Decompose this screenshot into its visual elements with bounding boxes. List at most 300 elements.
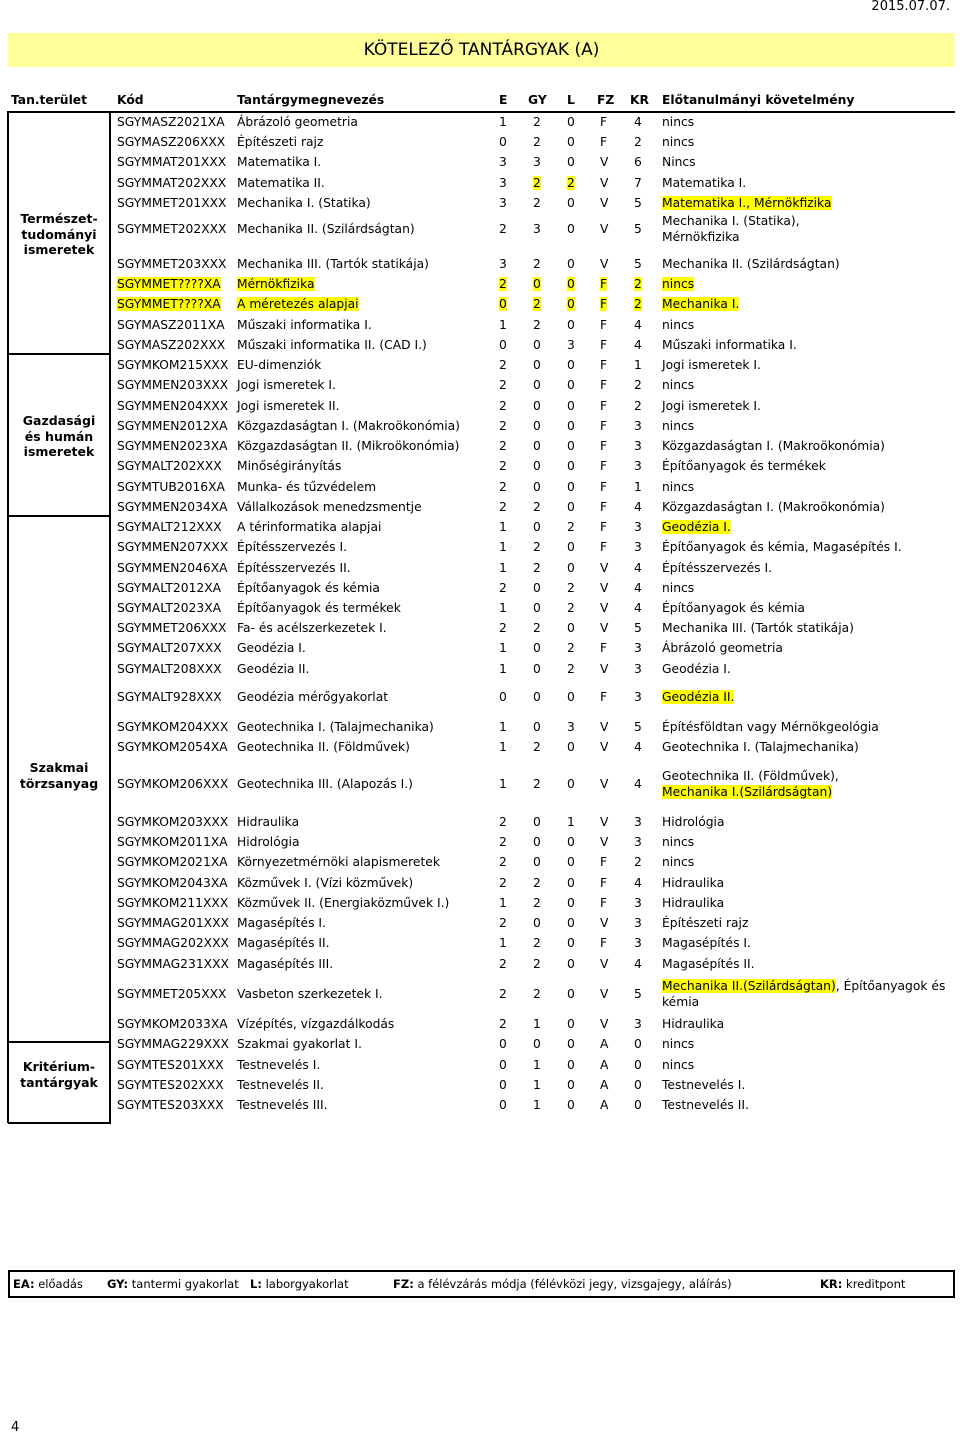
assessment-type: V <box>600 957 609 971</box>
course-name: Építőanyagok és kémia <box>237 581 380 595</box>
course-name: Minőségirányítás <box>237 459 342 473</box>
prerequisite: nincs <box>662 1037 695 1051</box>
prerequisite: Hidraulika <box>662 876 725 890</box>
course-name: Fa- és acélszerkezetek I. <box>237 621 387 635</box>
prerequisite: Hidraulika <box>662 896 725 910</box>
practice-hours: 2 <box>533 318 541 332</box>
practice-hours: 2 <box>533 297 541 311</box>
credits: 3 <box>634 540 642 554</box>
assessment-type: A <box>600 1037 609 1051</box>
prerequisite: Geodézia I. <box>662 662 731 676</box>
course-name: A méretezés alapjai <box>237 297 359 311</box>
course-name: Testnevelés II. <box>237 1078 324 1092</box>
lecture-hours: 1 <box>499 641 507 655</box>
practice-hours: 2 <box>533 936 541 950</box>
course-code: SGYMMET????XA <box>117 297 221 311</box>
practice-hours: 2 <box>533 135 541 149</box>
prerequisite: Matematika I., Mérnökfizika <box>662 196 832 210</box>
course-code: SGYMTES203XXX <box>117 1098 224 1112</box>
assessment-type: F <box>600 338 608 352</box>
course-name: Geotechnika I. (Talajmechanika) <box>237 720 434 734</box>
course-code: SGYMMEN2034XA <box>117 500 228 514</box>
course-code: SGYMALT208XXX <box>117 662 222 676</box>
lab-hours: 0 <box>567 222 575 236</box>
assessment-type: V <box>600 222 609 236</box>
lab-hours: 0 <box>567 855 575 869</box>
course-code: SGYMKOM2021XA <box>117 855 228 869</box>
course-name: Közgazdaságtan I. (Makroökonómia) <box>237 419 460 433</box>
prerequisite: Közgazdaságtan I. (Makroökonómia) <box>662 500 885 514</box>
course-code: SGYMMET206XXX <box>117 621 227 635</box>
course-code: SGYMALT212XXX <box>117 520 222 534</box>
prerequisite: Geotechnika II. (Földművek), <box>662 769 839 783</box>
lecture-hours: 1 <box>499 896 507 910</box>
assessment-type: F <box>600 277 608 291</box>
assessment-type: F <box>600 459 608 473</box>
practice-hours: 0 <box>533 439 541 453</box>
course-code: SGYMMAG202XXX <box>117 936 229 950</box>
course-code: SGYMASZ2021XA <box>117 115 225 129</box>
credits: 3 <box>634 641 642 655</box>
lab-hours: 2 <box>567 601 575 615</box>
course-code: SGYMKOM2043XA <box>117 876 228 890</box>
course-name: Matematika I. <box>237 155 322 169</box>
course-code: SGYMTES201XXX <box>117 1058 224 1072</box>
lab-hours: 0 <box>567 540 575 554</box>
lecture-hours: 0 <box>499 690 507 704</box>
course-name: Közművek II. (Energiaközművek I.) <box>237 896 450 910</box>
lecture-hours: 2 <box>499 876 507 890</box>
prerequisite: Testnevelés I. <box>662 1078 746 1092</box>
prerequisite: Építőanyagok és termékek <box>662 459 826 473</box>
credits: 3 <box>634 936 642 950</box>
practice-hours: 0 <box>533 581 541 595</box>
credits: 0 <box>634 1078 642 1092</box>
prerequisite: Közgazdaságtan I. (Makroökonómia) <box>662 439 885 453</box>
prerequisite: Műszaki informatika I. <box>662 338 797 352</box>
practice-hours: 0 <box>533 338 541 352</box>
lab-hours: 0 <box>567 257 575 271</box>
practice-hours: 0 <box>533 480 541 494</box>
course-code: SGYMKOM215XXX <box>117 358 229 372</box>
course-code: SGYMALT207XXX <box>117 641 222 655</box>
course-code: SGYMKOM204XXX <box>117 720 229 734</box>
prerequisite: Magasépítés I. <box>662 936 751 950</box>
prerequisite: Jogi ismeretek I. <box>662 358 761 372</box>
practice-hours: 1 <box>533 1098 541 1112</box>
credits: 1 <box>634 480 642 494</box>
lab-hours: 0 <box>567 621 575 635</box>
prerequisite: Ábrázoló geometria <box>662 641 783 655</box>
course-code: SGYMMEN2023XA <box>117 439 228 453</box>
credits: 5 <box>634 720 642 734</box>
practice-hours: 0 <box>533 378 541 392</box>
prerequisite: Mechanika I. <box>662 297 740 311</box>
assessment-type: F <box>600 520 608 534</box>
lecture-hours: 2 <box>499 480 507 494</box>
lecture-hours: 2 <box>499 835 507 849</box>
course-code: SGYMMET????XA <box>117 277 221 291</box>
course-code: SGYMALT202XXX <box>117 459 222 473</box>
credits: 3 <box>634 1017 642 1031</box>
lab-hours: 0 <box>567 957 575 971</box>
course-code: SGYMMAG231XXX <box>117 957 229 971</box>
header-name: Tantárgymegnevezés <box>237 93 385 107</box>
lecture-hours: 1 <box>499 318 507 332</box>
assessment-type: V <box>600 601 609 615</box>
lab-hours: 2 <box>567 520 575 534</box>
course-code: SGYMMAG201XXX <box>117 916 229 930</box>
credits: 4 <box>634 740 642 754</box>
prerequisite-continued: Mérnökfizika <box>662 230 740 244</box>
assessment-type: V <box>600 916 609 930</box>
credits: 2 <box>634 378 642 392</box>
course-code: SGYMMET202XXX <box>117 222 227 236</box>
credits: 4 <box>634 957 642 971</box>
course-name: Közgazdaságtan II. (Mikroökonómia) <box>237 439 460 453</box>
assessment-type: F <box>600 297 608 311</box>
credits: 0 <box>634 1098 642 1112</box>
practice-hours: 0 <box>533 690 541 704</box>
lab-hours: 0 <box>567 277 575 291</box>
lecture-hours: 2 <box>499 855 507 869</box>
course-name: Hidraulika <box>237 815 300 829</box>
credits: 4 <box>634 338 642 352</box>
assessment-type: V <box>600 155 609 169</box>
lab-hours: 0 <box>567 480 575 494</box>
assessment-type: F <box>600 378 608 392</box>
credits: 4 <box>634 500 642 514</box>
lecture-hours: 2 <box>499 378 507 392</box>
practice-hours: 2 <box>533 621 541 635</box>
legend-ea: EA: előadás <box>13 1277 83 1291</box>
prerequisite: nincs <box>662 855 695 869</box>
course-name: Geotechnika III. (Alapozás I.) <box>237 777 413 791</box>
prerequisite: Hidraulika <box>662 1017 725 1031</box>
course-name: Mérnökfizika <box>237 277 315 291</box>
course-name: Vasbeton szerkezetek I. <box>237 987 383 1001</box>
lecture-hours: 0 <box>499 1098 507 1112</box>
course-name: EU-dimenziók <box>237 358 322 372</box>
lab-hours: 0 <box>567 500 575 514</box>
course-name: Hidrológia <box>237 835 300 849</box>
prerequisite: Testnevelés II. <box>662 1098 749 1112</box>
assessment-type: V <box>600 196 609 210</box>
lecture-hours: 2 <box>499 581 507 595</box>
prerequisite: nincs <box>662 277 695 291</box>
group-separator <box>8 353 111 355</box>
prerequisite-continued: Mechanika I.(Szilárdságtan) <box>662 785 833 799</box>
assessment-type: F <box>600 399 608 413</box>
lab-hours: 0 <box>567 439 575 453</box>
header-rule <box>8 111 955 113</box>
lecture-hours: 1 <box>499 777 507 791</box>
prerequisite: Geotechnika I. (Talajmechanika) <box>662 740 859 754</box>
prerequisite: Építésföldtan vagy Mérnökgeológia <box>662 720 879 734</box>
course-name: Munka- és tűzvédelem <box>237 480 377 494</box>
course-name: Ábrázoló geometria <box>237 115 358 129</box>
practice-hours: 0 <box>533 601 541 615</box>
lab-hours: 2 <box>567 176 575 190</box>
credits: 3 <box>634 419 642 433</box>
course-code: SGYMMEN2012XA <box>117 419 228 433</box>
lab-hours: 2 <box>567 641 575 655</box>
lecture-hours: 2 <box>499 459 507 473</box>
course-code: SGYMMET201XXX <box>117 196 227 210</box>
credits: 4 <box>634 115 642 129</box>
course-name: Műszaki informatika I. <box>237 318 372 332</box>
credits: 3 <box>634 896 642 910</box>
assessment-type: V <box>600 815 609 829</box>
assessment-type: A <box>600 1098 609 1112</box>
course-code: SGYMKOM203XXX <box>117 815 229 829</box>
course-code: SGYMMEN207XXX <box>117 540 229 554</box>
course-code: SGYMALT2023XA <box>117 601 222 615</box>
credits: 0 <box>634 1058 642 1072</box>
practice-hours: 0 <box>533 459 541 473</box>
practice-hours: 2 <box>533 176 541 190</box>
practice-hours: 0 <box>533 720 541 734</box>
lab-hours: 0 <box>567 1037 575 1051</box>
lab-hours: 0 <box>567 1058 575 1072</box>
credits: 5 <box>634 222 642 236</box>
lecture-hours: 2 <box>499 358 507 372</box>
lecture-hours: 0 <box>499 297 507 311</box>
practice-hours: 0 <box>533 358 541 372</box>
header-e: E <box>499 93 508 107</box>
lab-hours: 0 <box>567 1078 575 1092</box>
lecture-hours: 1 <box>499 520 507 534</box>
practice-hours: 0 <box>533 399 541 413</box>
course-name: Geodézia II. <box>237 662 310 676</box>
course-name: Vízépítés, vízgazdálkodás <box>237 1017 395 1031</box>
practice-hours: 3 <box>533 222 541 236</box>
practice-hours: 0 <box>533 916 541 930</box>
practice-hours: 2 <box>533 561 541 575</box>
practice-hours: 0 <box>533 277 541 291</box>
course-code: SGYMKOM211XXX <box>117 896 229 910</box>
course-code: SGYMTES202XXX <box>117 1078 224 1092</box>
practice-hours: 2 <box>533 115 541 129</box>
lab-hours: 0 <box>567 916 575 930</box>
course-code: SGYMMAT202XXX <box>117 176 227 190</box>
assessment-type: F <box>600 358 608 372</box>
course-name: Jogi ismeretek I. <box>237 378 336 392</box>
assessment-type: F <box>600 115 608 129</box>
course-name: Geodézia I. <box>237 641 306 655</box>
lab-hours: 0 <box>567 318 575 332</box>
lab-hours: 0 <box>567 835 575 849</box>
lab-hours: 2 <box>567 662 575 676</box>
lecture-hours: 1 <box>499 740 507 754</box>
lecture-hours: 2 <box>499 815 507 829</box>
assessment-type: V <box>600 987 609 1001</box>
header-area: Tan.terület <box>11 93 87 107</box>
assessment-type: F <box>600 318 608 332</box>
assessment-type: F <box>600 876 608 890</box>
course-code: SGYMALT2012XA <box>117 581 222 595</box>
course-code: SGYMASZ206XXX <box>117 135 226 149</box>
group-separator <box>8 515 111 517</box>
course-code: SGYMKOM2054XA <box>117 740 228 754</box>
course-name: Mechanika III. (Tartók statikája) <box>237 257 429 271</box>
course-name: Szakmai gyakorlat I. <box>237 1037 362 1051</box>
practice-hours: 1 <box>533 1017 541 1031</box>
prerequisite: nincs <box>662 835 695 849</box>
lab-hours: 3 <box>567 720 575 734</box>
course-name: Építésszervezés I. <box>237 540 347 554</box>
course-name: A térinformatika alapjai <box>237 520 382 534</box>
lecture-hours: 2 <box>499 500 507 514</box>
lab-hours: 0 <box>567 936 575 950</box>
course-code: SGYMMEN204XXX <box>117 399 229 413</box>
prerequisite: nincs <box>662 581 695 595</box>
lab-hours: 0 <box>567 740 575 754</box>
course-code: SGYMMAG229XXX <box>117 1037 229 1051</box>
practice-hours: 2 <box>533 876 541 890</box>
lab-hours: 0 <box>567 561 575 575</box>
prerequisite: Mechanika I. (Statika), <box>662 214 800 228</box>
legend-fz: FZ: a félévzárás módja (félévközi jegy, vizsgajegy, aláírás) <box>393 1277 732 1291</box>
credits: 4 <box>634 318 642 332</box>
course-name: Matematika II. <box>237 176 325 190</box>
lecture-hours: 0 <box>499 135 507 149</box>
lab-hours: 0 <box>567 1098 575 1112</box>
lab-hours: 0 <box>567 135 575 149</box>
assessment-type: F <box>600 896 608 910</box>
header-l: L <box>567 93 575 107</box>
assessment-type: V <box>600 740 609 754</box>
lab-hours: 0 <box>567 896 575 910</box>
table-left-border <box>7 111 9 1123</box>
credits: 4 <box>634 601 642 615</box>
credits: 5 <box>634 257 642 271</box>
course-code: SGYMMEN203XXX <box>117 378 229 392</box>
lecture-hours: 0 <box>499 1058 507 1072</box>
lab-hours: 0 <box>567 876 575 890</box>
header-kr: KR <box>630 93 649 107</box>
practice-hours: 0 <box>533 835 541 849</box>
practice-hours: 2 <box>533 987 541 1001</box>
assessment-type: V <box>600 1017 609 1031</box>
course-code: SGYMMET203XXX <box>117 257 227 271</box>
prerequisite: Magasépítés II. <box>662 957 755 971</box>
practice-hours: 2 <box>533 957 541 971</box>
course-name: Építőanyagok és termékek <box>237 601 401 615</box>
lab-hours: 0 <box>567 987 575 1001</box>
group-criteria-subjects: Kritérium- tantárgyak <box>20 1059 98 1090</box>
header-gy: GY <box>528 93 547 107</box>
course-name: Magasépítés II. <box>237 936 330 950</box>
lecture-hours: 2 <box>499 1017 507 1031</box>
prerequisite: Építőanyagok és kémia <box>662 601 805 615</box>
course-code: SGYMMEN2046XA <box>117 561 228 575</box>
group-separator <box>8 1041 111 1043</box>
lecture-hours: 1 <box>499 601 507 615</box>
assessment-type: V <box>600 257 609 271</box>
lab-hours: 0 <box>567 777 575 791</box>
course-name: Magasépítés III. <box>237 957 334 971</box>
course-name: Építészeti rajz <box>237 135 324 149</box>
assessment-type: F <box>600 540 608 554</box>
practice-hours: 0 <box>533 641 541 655</box>
credits: 5 <box>634 987 642 1001</box>
credits: 2 <box>634 297 642 311</box>
prerequisite: nincs <box>662 480 695 494</box>
prerequisite: Geodézia II. <box>662 690 735 704</box>
practice-hours: 0 <box>533 419 541 433</box>
assessment-type: V <box>600 835 609 849</box>
course-code: SGYMKOM2033XA <box>117 1017 228 1031</box>
course-code: SGYMASZ202XXX <box>117 338 226 352</box>
course-code: SGYMKOM2011XA <box>117 835 228 849</box>
course-name: Mechanika II. (Szilárdságtan) <box>237 222 415 236</box>
lab-hours: 0 <box>567 690 575 704</box>
practice-hours: 2 <box>533 777 541 791</box>
credits: 3 <box>634 916 642 930</box>
prerequisite: Mechanika II.(Szilárdságtan), Építőanyagok és <box>662 979 946 993</box>
assessment-type: F <box>600 419 608 433</box>
credits: 6 <box>634 155 642 169</box>
assessment-type: V <box>600 720 609 734</box>
prerequisite: Jogi ismeretek I. <box>662 399 761 413</box>
lecture-hours: 2 <box>499 399 507 413</box>
credits: 4 <box>634 777 642 791</box>
credits: 2 <box>634 277 642 291</box>
document-date: 2015.07.07. <box>871 0 950 14</box>
credits: 5 <box>634 196 642 210</box>
practice-hours: 0 <box>533 855 541 869</box>
legend-l: L: laborgyakorlat <box>250 1277 349 1291</box>
prerequisite: Építőanyagok és kémia, Magasépítés I. <box>662 540 902 554</box>
credits: 3 <box>634 690 642 704</box>
lecture-hours: 0 <box>499 338 507 352</box>
course-code: SGYMALT928XXX <box>117 690 222 704</box>
lab-hours: 0 <box>567 419 575 433</box>
lab-hours: 0 <box>567 115 575 129</box>
lab-hours: 0 <box>567 155 575 169</box>
course-name: Magasépítés I. <box>237 916 326 930</box>
prerequisite: Mechanika III. (Tartók statikája) <box>662 621 854 635</box>
prerequisite-continued: kémia <box>662 995 700 1009</box>
assessment-type: F <box>600 855 608 869</box>
course-code: SGYMMAT201XXX <box>117 155 227 169</box>
lab-hours: 0 <box>567 358 575 372</box>
prerequisite: Nincs <box>662 155 696 169</box>
prerequisite: nincs <box>662 1058 695 1072</box>
prerequisite: nincs <box>662 419 695 433</box>
course-name: Műszaki informatika II. (CAD I.) <box>237 338 427 352</box>
prerequisite: nincs <box>662 135 695 149</box>
lab-hours: 3 <box>567 338 575 352</box>
lecture-hours: 1 <box>499 720 507 734</box>
practice-hours: 2 <box>533 740 541 754</box>
assessment-type: F <box>600 135 608 149</box>
assessment-type: V <box>600 621 609 635</box>
course-name: Geodézia mérőgyakorlat <box>237 690 389 704</box>
assessment-type: V <box>600 777 609 791</box>
lecture-hours: 3 <box>499 257 507 271</box>
practice-hours: 0 <box>533 520 541 534</box>
lab-hours: 0 <box>567 378 575 392</box>
credits: 3 <box>634 520 642 534</box>
course-name: Közművek I. (Vízi közművek) <box>237 876 414 890</box>
lecture-hours: 2 <box>499 621 507 635</box>
credits: 4 <box>634 876 642 890</box>
page-title: KÖTELEZŐ TANTÁRGYAK (A) <box>363 40 600 60</box>
lecture-hours: 3 <box>499 176 507 190</box>
prerequisite: nincs <box>662 115 695 129</box>
